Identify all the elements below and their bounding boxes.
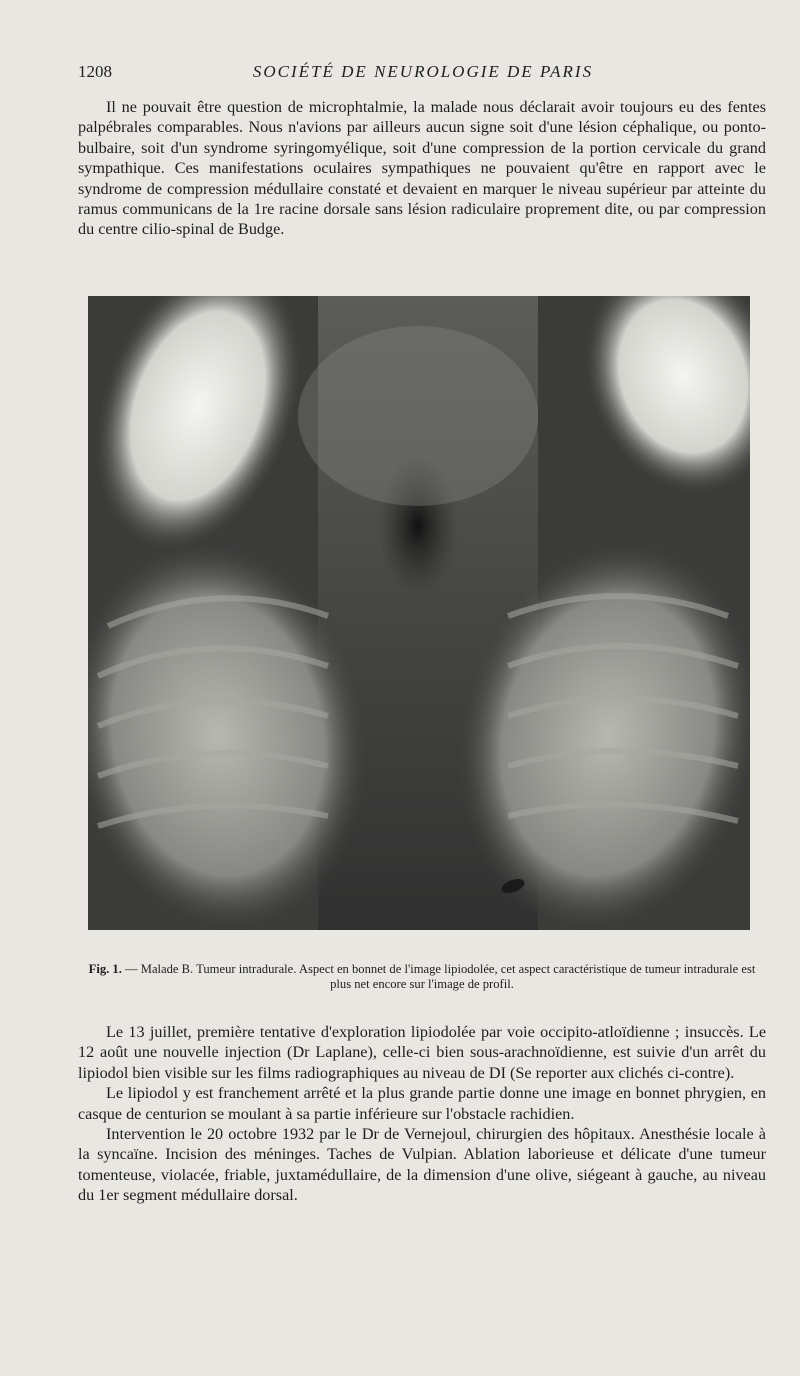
radiograph-image xyxy=(88,296,750,930)
paragraph: Le 13 juillet, première tentative d'exploration lipiodolée par voie occipito-atloïdienne ; insuccès. Le 12 août une nouvelle injection (Dr Laplane), celle-ci bien sous-arachnoïdienne, est suivie d'un arrêt du lipiodol bien visible sur les films radiographiques au niveau de DI (Se reporter aux clichés ci-contre). xyxy=(78,1023,766,1082)
paragraph: Le lipiodol y est franchement arrêté et la plus grande partie donne une image en bonnet phrygien, en casque de centurion se moulant à sa partie inférieure sur l'obstacle rachidien. xyxy=(78,1084,766,1123)
figure-label: Fig. 1. xyxy=(88,962,122,976)
page-header xyxy=(78,60,768,86)
body-text-bottom xyxy=(78,1022,766,1206)
body-text-top xyxy=(78,97,766,240)
radiograph-figure xyxy=(88,296,750,930)
paragraph: Intervention le 20 octobre 1932 par le Dr de Vernejoul, chirurgien des hôpitaux. Anesthésie locale à la syncaïne. Incision des méninges. Taches de Vulpian. Ablation laborieuse et délicate d'une tumeur tomenteuse, violacée, friable, juxtamédullaire, de la dimension d'une olive, siégeant à gauche, au niveau du 1er segment médullaire dorsal. xyxy=(78,1125,766,1205)
running-title: SOCIÉTÉ DE NEUROLOGIE DE PARIS xyxy=(252,62,594,81)
paragraph: Il ne pouvait être question de microphtalmie, la malade nous déclarait avoir toujours eu des fentes palpébrales comparables. Nous n'avions par ailleurs aucun signe soit d'une lésion céphalique, ou ponto-bulbaire, soit d'un syndrome syringomyélique, soit d'une compression de la portion cervicale du grand sympathique. Ces manifestations oculaires sympathiques ne pouvaient qu'être en rapport avec le syndrome de compression médullaire constaté et devaient en marquer le niveau supérieur par atteinte du ramus communicans de la 1re racine dorsale sans lésion radiculaire proprement dite, ou par compression du centre cilio-spinal de Budge. xyxy=(78,98,766,239)
figure-caption xyxy=(78,962,766,992)
figure-caption-text: — Malade B. Tumeur intradurale. Aspect en bonnet de l'image lipiodolée, cet aspect caractéristique de tumeur intradurale est plus net encore sur l'image de profil. xyxy=(121,962,756,991)
page-number: 1208 xyxy=(78,62,112,81)
